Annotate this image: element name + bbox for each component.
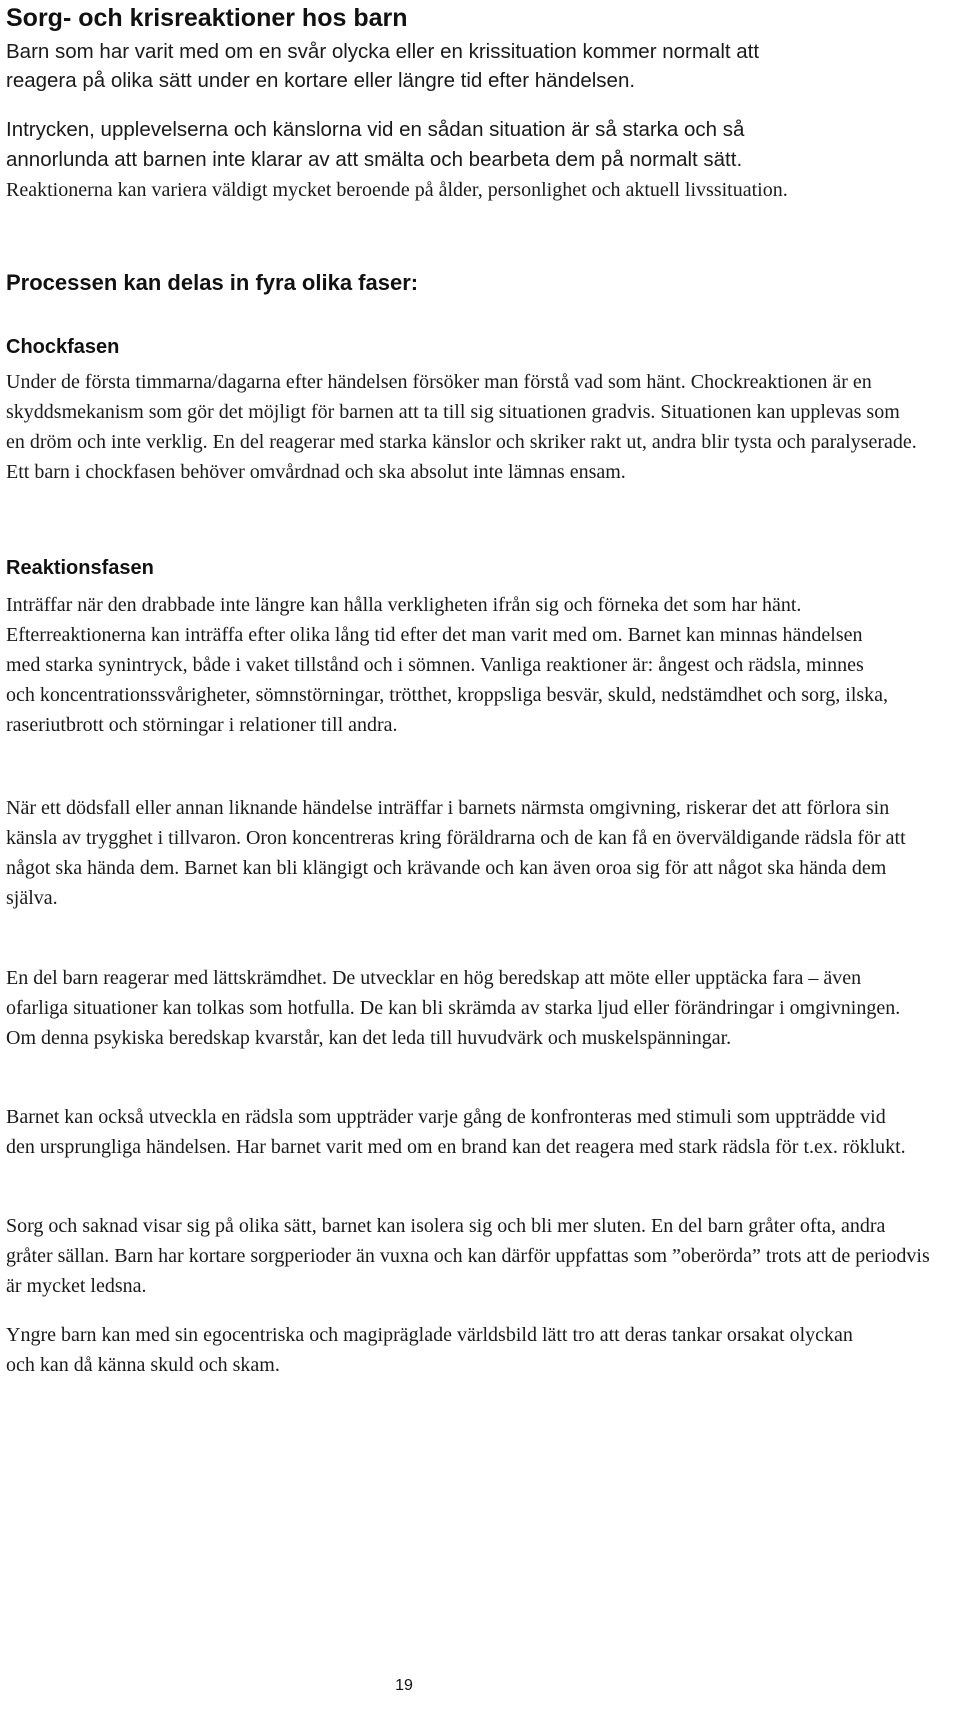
intro-line-4: annorlunda att barnen inte klarar av att smälta och bearbeta dem på normalt sätt. — [6, 148, 743, 171]
intro-line-3: Intrycken, upplevelserna och känslorna vid en sådan situation är så starka och så — [6, 118, 745, 141]
chockfasen-heading: Chockfasen — [6, 336, 120, 358]
page-number: 19 — [395, 1677, 413, 1694]
intro-line-1: Barn som har varit med om en svår olycka eller en krissituation kommer normalt att — [6, 40, 760, 63]
reaktionsfasen-paragraph-3: En del barn reagerar med lättskrämdhet. De utvecklar en hög beredskap att möte eller upptäcka fara – även ofarliga situationer kan tolkas som hotfulla. De kan bli skrämda av starka ljud eller förändringar i omgivningen. Om denna psykiska beredskap kvarstår, kan det leda till huvudvärk och muskelspänningar. — [6, 967, 901, 1049]
page-title: Sorg- och krisreaktioner hos barn — [6, 4, 408, 32]
reaktionsfasen-heading: Reaktionsfasen — [6, 557, 154, 579]
reaktionsfasen-paragraph-1: Inträffar när den drabbade inte längre kan hålla verkligheten ifrån sig och förneka det som har hänt. Efterreaktionerna kan inträffa efter olika lång tid efter det man varit med om. Barnet kan minnas händelsen med starka synintryck, både i vaket tillstånd och i sömnen. Vanliga reaktioner är: ångest och rädsla, minnes och koncentrationssvårigheter, sömnstörningar, trötthet, kroppsliga besvär, skuld, nedstämdhet och sorg, ilska, raseriutbrott och störningar i relationer till andra. — [6, 594, 889, 736]
reactions-paragraph: Reaktionerna kan variera väldigt mycket beroende på ålder, personlighet och aktuell livssituation. — [6, 179, 788, 201]
reaktionsfasen-paragraph-5: Sorg och saknad visar sig på olika sätt, barnet kan isolera sig och bli mer sluten. En del barn gråter ofta, andra gråter sällan. Barn har kortare sorgperioder än vuxna och kan därför uppfattas som ”oberörda” trots att de periodvis är mycket ledsna. — [6, 1215, 930, 1297]
reaktionsfasen-paragraph-2: När ett dödsfall eller annan liknande händelse inträffar i barnets närmsta omgivning, riskerar det att förlora sin känsla av trygghet i tillvaron. Oron koncentreras kring föräldrarna och de kan få en överväldigande rädsla för att något ska hända dem. Barnet kan bli klängigt och krävande och kan även oroa sig för att något ska hända dem själva. — [6, 797, 906, 909]
intro-line-2: reagera på olika sätt under en kortare eller längre tid efter händelsen. — [6, 69, 636, 92]
reaktionsfasen-paragraph-6: Yngre barn kan med sin egocentriska och magipräglade världsbild lätt tro att deras tankar orsakat olyckan och kan då känna skuld och skam. — [6, 1324, 853, 1376]
chockfasen-paragraph: Under de första timmarna/dagarna efter händelsen försöker man förstå vad som hänt. Chockreaktionen är en skyddsmekanism som gör det möjligt för barnen att ta till sig situationen gradvis. Situationen kan upplevas som en dröm och inte verklig. En del reagerar med starka känslor och skriker rakt ut, andra blir tysta och paralyserade. Ett barn i chockfasen behöver omvårdnad och ska absolut inte lämnas ensam. — [6, 371, 917, 483]
phases-heading: Processen kan delas in fyra olika faser: — [6, 270, 419, 295]
reaktionsfasen-paragraph-4: Barnet kan också utveckla en rädsla som uppträder varje gång de konfronteras med stimuli som uppträdde vid den ursprungliga händelsen. Har barnet varit med om en brand kan det reagera med stark rädsla för t.ex. röklukt. — [6, 1106, 906, 1158]
